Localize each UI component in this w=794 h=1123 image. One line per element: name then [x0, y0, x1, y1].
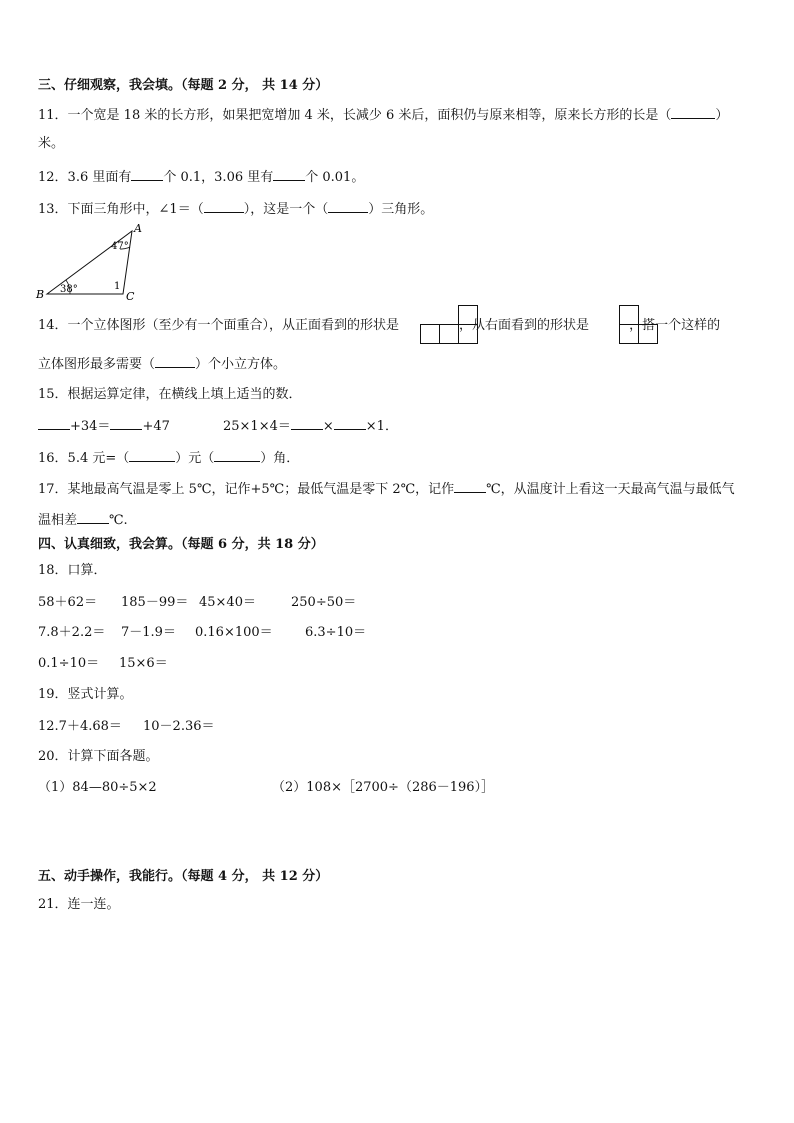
q13-text-b: ），这是一个（ — [243, 202, 329, 217]
q20-item-1: （1）84—80÷5×2 — [38, 780, 157, 795]
q17-text-b: ℃，从温度计上看这一天最高气温与最低气 — [486, 482, 735, 497]
q17-text-d: ℃. — [109, 513, 128, 528]
vertex-a-label: A — [134, 222, 142, 235]
q15-text-b3: ×1． — [365, 419, 398, 434]
question-16 — [38, 449, 299, 467]
q14-text-c: ，搭一个这样的 — [629, 318, 721, 333]
question-21: 21．连一连。 — [38, 897, 120, 912]
question-11 — [38, 106, 728, 124]
q14-text-e: ）个小立方体。 — [195, 357, 287, 372]
q12-blank-2[interactable] — [273, 168, 305, 181]
question-19: 19．竖式计算。 — [38, 687, 133, 702]
right-view-figure — [619, 305, 661, 345]
q16-text-c: ）角． — [260, 451, 300, 466]
question-13 — [38, 200, 433, 218]
q13-text-c: ）三角形。 — [368, 202, 434, 217]
triangle-figure — [34, 222, 146, 302]
q12-text-b: 个 0.1，3.06 里有 — [163, 170, 274, 185]
question-18: 18．口算． — [38, 563, 107, 578]
q15-blank-2[interactable] — [110, 417, 142, 430]
q12-text-c: 个 0.01。 — [305, 170, 365, 185]
q15-text-a2: +47 — [142, 419, 170, 434]
q11-text: 11．一个宽是 18 米的长方形，如果把宽增加 4 米，长减少 6 米后，面积仍与原来相等，原来长方形的长是（ — [38, 108, 672, 123]
angle-a-label: 47° — [111, 241, 129, 252]
vertical-calc-item: 12.7＋4.68＝ — [38, 719, 122, 734]
section-3-title: 三、仔细观察，我会填。（每题 2 分， 共 14 分） — [38, 78, 329, 93]
q13-blank-1[interactable] — [204, 200, 244, 213]
q15-row-b — [223, 417, 398, 435]
q17-text-c: 温相差 — [38, 513, 78, 528]
calc-item: 185－99＝ — [121, 595, 189, 610]
calc-item: 15×6＝ — [119, 656, 168, 671]
q11-unit: 米。 — [38, 136, 65, 151]
q16-text-a: 16．5.4 元=（ — [38, 451, 130, 466]
q14-text-b: ，从右面看到的形状是 — [459, 318, 590, 333]
q14-text-d: 立体图形最多需要（ — [38, 357, 156, 372]
q12-text-a: 12．3.6 里面有 — [38, 170, 132, 185]
q15-text-b2: × — [322, 419, 334, 434]
q15-row-a — [38, 417, 170, 435]
q14-text-a: 14．一个立体图形（至少有一个面重合），从正面看到的形状是 — [38, 318, 400, 333]
calc-item: 45×40＝ — [199, 595, 256, 610]
q13-text-a: 13．下面三角形中，∠1＝（ — [38, 202, 204, 217]
q17-blank-2[interactable] — [77, 511, 109, 524]
section-5-title: 五、动手操作，我能行。（每题 4 分， 共 12 分） — [38, 869, 329, 884]
q14-line-2 — [38, 355, 286, 373]
angle-b-label: 38° — [60, 284, 78, 295]
q15-blank-3[interactable] — [291, 417, 323, 430]
section-4-title: 四、认真细致，我会算。（每题 6 分，共 18 分） — [38, 537, 324, 552]
q16-text-b: ）元（ — [175, 451, 215, 466]
calc-item: 6.3÷10＝ — [305, 625, 367, 640]
q20-item-2: （2）108×［2700÷（286－196）］ — [272, 780, 495, 795]
q14-blank[interactable] — [155, 355, 195, 368]
q11-paren-close: ） — [715, 108, 729, 123]
vertex-c-label: C — [126, 290, 135, 302]
q17-text-a: 17．某地最高气温是零上 5℃，记作+5℃；最低气温是零下 2℃，记作 — [38, 482, 455, 497]
q17-blank-1[interactable] — [454, 480, 486, 493]
q15-text-a1: +34＝ — [70, 419, 111, 434]
calc-item: 0.1÷10＝ — [38, 656, 100, 671]
q15-blank-1[interactable] — [38, 417, 70, 430]
q13-blank-2[interactable] — [328, 200, 368, 213]
question-14 — [38, 318, 720, 334]
angle-1-label: 1 — [114, 281, 121, 292]
q17-line-2 — [38, 511, 128, 529]
q16-blank-1[interactable] — [129, 449, 175, 462]
calc-item: 7－1.9＝ — [121, 625, 176, 640]
question-17 — [38, 480, 735, 498]
question-15: 15．根据运算定律，在横线上填上适当的数． — [38, 387, 302, 402]
q15-blank-4[interactable] — [334, 417, 366, 430]
question-12 — [38, 168, 364, 186]
calc-item: 250÷50＝ — [291, 595, 357, 610]
front-view-figure — [420, 305, 480, 345]
q16-blank-2[interactable] — [214, 449, 260, 462]
vertex-b-label: B — [36, 288, 45, 301]
calc-item: 58＋62＝ — [38, 595, 98, 610]
calc-item: 7.8＋2.2＝ — [38, 625, 106, 640]
vertical-calc-item: 10－2.36＝ — [143, 719, 215, 734]
q11-answer-blank[interactable] — [671, 106, 715, 119]
q12-blank-1[interactable] — [131, 168, 163, 181]
q15-text-b1: 25×1×4＝ — [223, 419, 291, 434]
calc-item: 0.16×100＝ — [195, 625, 273, 640]
question-20: 20．计算下面各题。 — [38, 749, 159, 764]
